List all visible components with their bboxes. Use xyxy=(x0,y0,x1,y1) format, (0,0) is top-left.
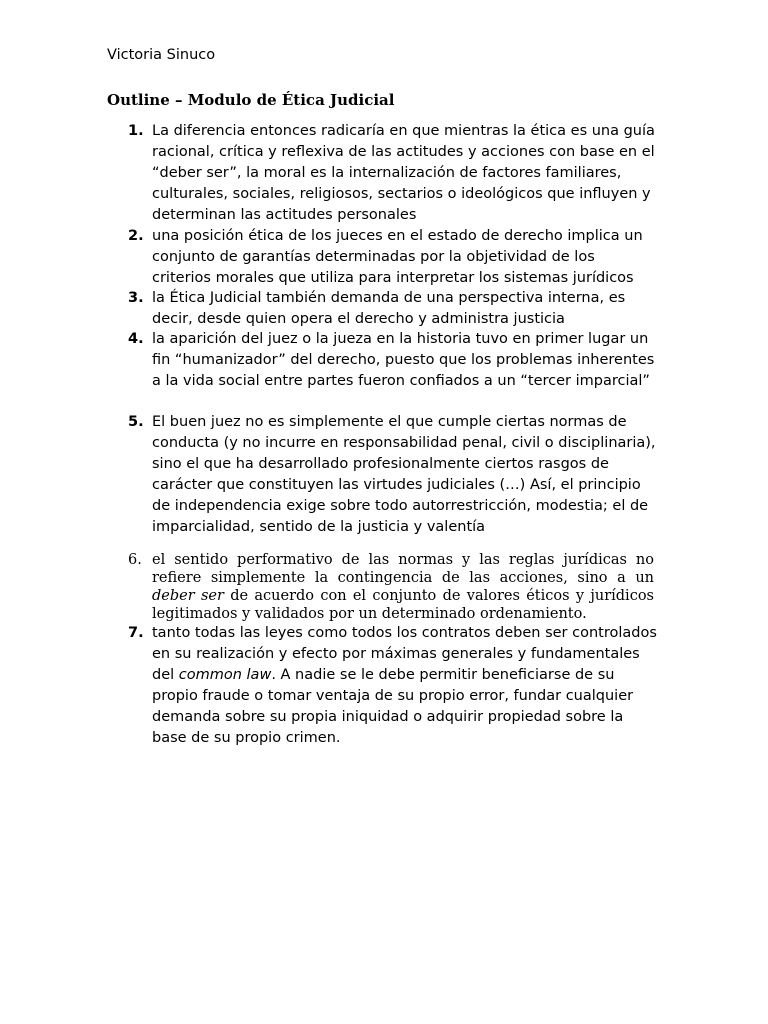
list-item-number: 5. xyxy=(128,414,144,430)
list-item-number: 6. xyxy=(128,552,142,568)
author-name: Victoria Sinuco xyxy=(107,47,216,63)
list-item-text-part: de acuerdo con el conjunto de valores éticos y jurídicos legitimados y validados por un determinado ordenamiento. xyxy=(152,588,654,622)
document-title: Outline – Modulo de Ética Judicial xyxy=(107,91,395,109)
list-item-number: 2. xyxy=(128,228,144,244)
list-item-text: La diferencia entonces radicaría en que mientras la ética es una guía racional, crítica y reflexiva de las actitudes y acciones con base en el “deber ser”, la moral es la internalización de factores familiares, culturales, sociales, religiosos, sectarios o ideológicos que influyen y determinan las actitudes personales xyxy=(152,123,655,223)
list-item-text-part: tanto todas las leyes como todos los contratos deben ser controlados en su realización y efecto por máximas generales y fundamentales del xyxy=(152,625,657,683)
list-item-text: la aparición del juez o la jueza en la historia tuvo en primer lugar un fin “humanizador” del derecho, puesto que los problemas inherentes a la vida social entre partes fueron confiados a un “tercer imparcial” xyxy=(152,331,655,389)
list-item-number: 7. xyxy=(128,625,144,641)
list-item-text: la Ética Judicial también demanda de una perspectiva interna, es decir, desde quien opera el derecho y administra justicia xyxy=(152,290,626,327)
list-item-number: 3. xyxy=(128,290,144,306)
list-item-text-italic: common law xyxy=(178,667,272,683)
list-item-text-part: . A nadie se le debe permitir beneficiarse de su propio fraude o tomar ventaja de su propio error, fundar cualquier demanda sobre su propia iniquidad o adquirir propiedad sobre la base de su propio crimen. xyxy=(152,667,634,746)
list-item-text-part: el sentido performativo de las normas y las reglas jurídicas no refiere simplemente la contingencia de las acciones, sino a un xyxy=(152,552,654,586)
list-item-text xyxy=(152,623,658,749)
list-item-number: 1. xyxy=(128,123,144,139)
list-item-text: una posición ética de los jueces en el estado de derecho implica un conjunto de garantías determinadas por la objetividad de los criterios morales que utiliza para interpretar los sistemas jurídicos xyxy=(152,228,643,286)
list-item-text xyxy=(152,551,654,623)
list-item-text-italic: deber ser xyxy=(152,588,224,604)
list-item-text: El buen juez no es simplemente el que cumple ciertas normas de conducta (y no incurre en responsabilidad penal, civil o disciplinaria), sino el que ha desarrollado profesionalmente ciertos rasgos de carácter que constituyen las virtudes judiciales (…) Así, el principio de independencia exige sobre todo autorrestricción, modestia; el de imparcialidad, sentido de la justicia y valentía xyxy=(152,414,656,535)
list-item-number: 4. xyxy=(128,331,144,347)
